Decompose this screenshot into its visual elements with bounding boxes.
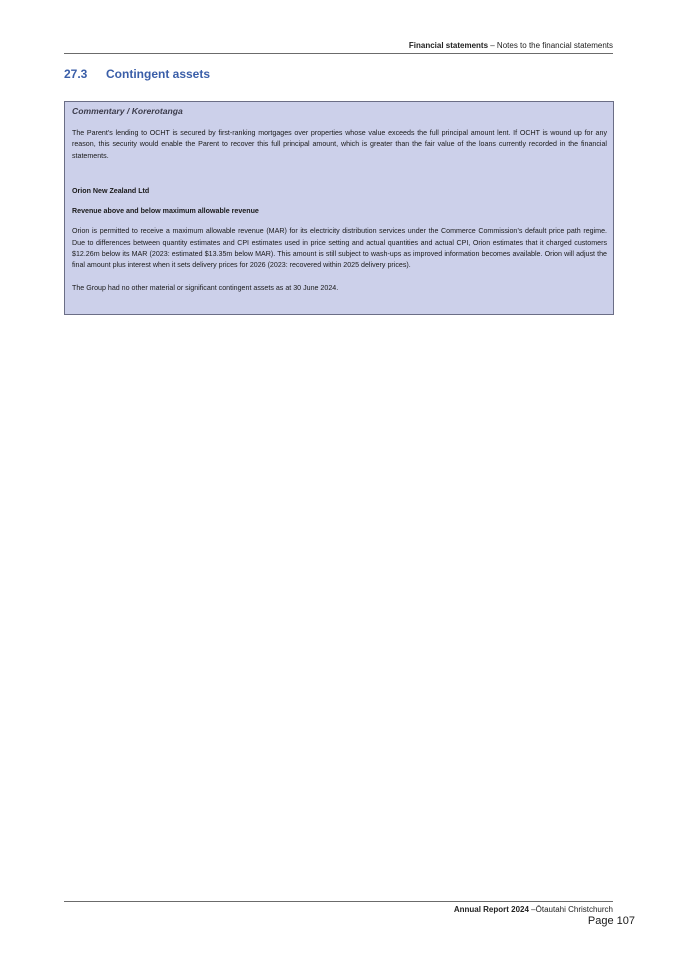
section-number: 27.3 <box>64 67 88 81</box>
commentary-paragraph-security: The Parent’s lending to OCHT is secured by first-ranking mortgages over properties whose value exceeds the full principal amount lent. If OCHT is wound up for any reason, this security would enable the Parent to recover this full principal amount, which is greater than the fair value of the loans currently recorded in the financial statements. <box>72 129 607 160</box>
commentary-paragraph-orion: Orion is permitted to receive a maximum allowable revenue (MAR) for its electricity distribution services under the Commerce Commission’s default price path regime. Due to differences between quantity estimates and CPI estimates used in price setting and actual quantities and actual CPI, Orion estimates that it charged customers $12.26m below its MAR (2023: estimated $13.35m below MAR). This amount is still subject to wash-ups as improved information becomes available. Orion will adjust the final amount plus interest when it sets delivery prices for 2026 (2023: recovered within 2025 delivery prices). <box>72 227 607 270</box>
paragraph-gap <box>72 162 607 186</box>
commentary-title: Commentary / Korerotanga <box>72 106 183 116</box>
subheading-revenue: Revenue above and below maximum allowable revenue <box>72 207 259 216</box>
header-section-label: Financial statements <box>408 41 489 50</box>
footer-rule <box>64 901 613 902</box>
subheading-orion: Orion New Zealand Ltd <box>72 186 150 195</box>
page-number: Page 107 <box>587 915 635 927</box>
running-footer <box>64 904 613 915</box>
running-header <box>64 40 613 52</box>
section-heading <box>64 67 210 81</box>
header-subsection-label: – Notes to the financial statements <box>488 41 613 50</box>
header-rule <box>64 53 613 54</box>
commentary-paragraph-other-assets: The Group had no other material or significant contingent assets as at 30 June 2024. <box>72 283 339 292</box>
commentary-box <box>64 101 614 315</box>
footer-location: –Ōtautahi Christchurch <box>528 905 613 914</box>
footer-report-title: Annual Report 2024 <box>453 905 529 914</box>
section-title: Contingent assets <box>106 67 211 81</box>
